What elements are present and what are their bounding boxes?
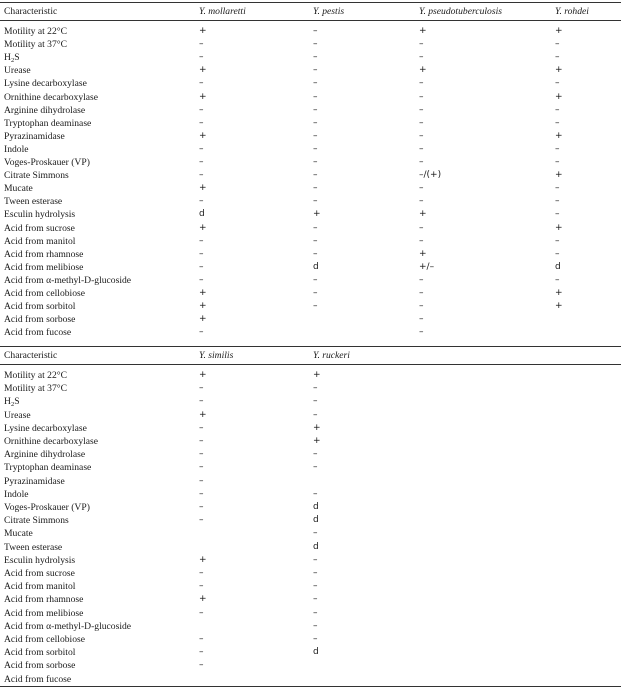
- result-cell: –: [419, 157, 424, 167]
- result-cell: d: [313, 647, 319, 658]
- table-row: [0, 208, 621, 221]
- result-cell: +: [199, 314, 207, 325]
- characteristic-label: Motility at 37°C: [4, 39, 68, 51]
- table-row: [0, 25, 621, 38]
- result-cell: –: [199, 647, 204, 658]
- result-cell: –: [313, 620, 318, 631]
- characteristic-label: Motility at 37°C: [4, 383, 68, 395]
- table-row: [0, 104, 621, 117]
- result-cell: –: [199, 196, 204, 207]
- table-row: [0, 195, 621, 208]
- result-cell: –: [419, 274, 424, 285]
- column-header-species: Y. pestis: [313, 6, 345, 17]
- characteristic-label: $H_2S$: [4, 396, 20, 409]
- table-row: [0, 313, 621, 326]
- table-row: [0, 422, 621, 435]
- characteristic-label: Acid from fucose: [4, 673, 72, 685]
- result-cell: –: [313, 607, 318, 618]
- result-cell: –: [313, 52, 318, 63]
- table-row: [0, 659, 621, 672]
- characteristic-label: Lysine decarboxylase: [4, 78, 87, 90]
- table2-header-rule: [0, 364, 621, 365]
- table-row: [0, 64, 621, 77]
- result-cell: –: [313, 26, 318, 36]
- characteristic-label: Mucate: [4, 183, 33, 195]
- result-cell: –: [199, 488, 204, 499]
- result-cell: d: [199, 209, 205, 220]
- characteristic-label: Acid from melibiose: [4, 261, 84, 273]
- result-cell: –: [199, 607, 204, 618]
- result-cell: +: [555, 91, 563, 102]
- result-cell: –: [199, 436, 204, 446]
- result-cell: +: [199, 65, 207, 76]
- result-cell: –: [419, 104, 424, 115]
- result-cell: –: [419, 78, 424, 89]
- characteristic-label: Tween esterase: [4, 541, 63, 553]
- result-cell: –: [419, 117, 424, 128]
- result-cell: +: [199, 301, 207, 312]
- result-cell: –: [313, 65, 318, 76]
- result-cell: +: [199, 26, 207, 36]
- result-cell: –: [199, 170, 204, 181]
- table-row: [0, 527, 621, 540]
- characteristic-label: Acid from rhamnose: [4, 248, 84, 260]
- characteristic-label: Tryptophan deaminase: [4, 117, 92, 129]
- result-cell: –: [199, 581, 204, 592]
- top-rule: [0, 2, 621, 3]
- characteristic-label: Acid from fucose: [4, 327, 72, 339]
- characteristic-label: Voges-Proskauer (VP): [4, 157, 90, 168]
- result-cell: +: [313, 436, 321, 446]
- result-cell: –: [313, 117, 318, 128]
- result-cell: –: [313, 301, 318, 312]
- result-cell: –/(+): [419, 170, 442, 181]
- result-cell: –: [199, 396, 204, 407]
- table-row: [0, 91, 621, 104]
- table1-header-row: [0, 4, 621, 19]
- result-cell: –: [313, 568, 318, 578]
- table1-header-rule: [0, 20, 621, 21]
- result-cell: –: [313, 594, 318, 605]
- table-row: [0, 541, 621, 554]
- table2-header-row: [0, 348, 621, 363]
- result-cell: –: [313, 581, 318, 592]
- table-row: [0, 395, 621, 408]
- characteristic-label: Pyrazinamidase: [4, 475, 65, 487]
- result-cell: –: [313, 130, 318, 141]
- characteristic-label: Ornithine decarboxylase: [4, 436, 99, 447]
- result-cell: –: [199, 422, 204, 433]
- result-cell: +: [199, 222, 207, 233]
- result-cell: –: [555, 78, 560, 89]
- result-cell: –: [313, 170, 318, 181]
- result-cell: +: [313, 209, 321, 220]
- characteristic-label: Acid from sorbitol: [4, 301, 76, 313]
- result-cell: –: [313, 462, 318, 473]
- result-cell: +: [419, 65, 427, 76]
- characteristic-label: Urease: [4, 65, 31, 77]
- table-row: [0, 248, 621, 261]
- table-row: [0, 156, 621, 169]
- result-cell: –: [199, 449, 204, 460]
- result-cell: +: [313, 370, 321, 380]
- result-cell: –: [555, 183, 560, 194]
- result-cell: –: [555, 157, 560, 167]
- column-header-species: Y. similis: [199, 350, 234, 361]
- result-cell: –: [313, 634, 318, 644]
- table-row: [0, 409, 621, 422]
- result-cell: –: [555, 39, 560, 50]
- result-cell: –: [199, 157, 204, 167]
- result-cell: –: [199, 52, 204, 63]
- bottom-rule: [0, 686, 621, 687]
- characteristic-label: Acid from α-methyl-D-glucoside: [4, 620, 132, 632]
- result-cell: –: [313, 183, 318, 194]
- result-cell: +: [555, 130, 563, 141]
- table-row: [0, 488, 621, 501]
- result-cell: +: [555, 65, 563, 76]
- table-row: [0, 222, 621, 235]
- characteristic-label: Tryptophan deaminase: [4, 462, 92, 474]
- characteristic-label: Acid from sucrose: [4, 222, 75, 234]
- table-row: [0, 287, 621, 300]
- column-header-species: Y. ruckeri: [313, 350, 350, 361]
- column-header-species: Y. rohdei: [555, 6, 589, 17]
- table-row: [0, 261, 621, 274]
- column-header-species: Y. mollaretti: [199, 6, 246, 17]
- result-cell: –: [199, 235, 204, 246]
- result-cell: –: [419, 222, 424, 233]
- table-row: [0, 326, 621, 339]
- characteristic-label: Acid from cellobiose: [4, 634, 85, 645]
- result-cell: +: [199, 288, 207, 298]
- table-row: [0, 501, 621, 514]
- result-cell: –: [199, 462, 204, 473]
- result-cell: –: [419, 91, 424, 102]
- result-cell: +: [199, 594, 207, 605]
- result-cell: +: [199, 554, 207, 565]
- result-cell: +: [419, 26, 427, 36]
- result-cell: –: [313, 143, 318, 154]
- result-cell: –: [313, 91, 318, 102]
- result-cell: –: [419, 143, 424, 154]
- result-cell: –: [313, 222, 318, 233]
- result-cell: –: [555, 209, 560, 220]
- table-row: [0, 620, 621, 633]
- result-cell: –: [313, 248, 318, 259]
- table-row: [0, 77, 621, 90]
- table-row: [0, 435, 621, 448]
- table-row: [0, 38, 621, 51]
- characteristic-label: Acid from manitol: [4, 581, 76, 593]
- table-row: [0, 117, 621, 130]
- result-cell: –: [199, 39, 204, 50]
- result-cell: –: [199, 515, 204, 526]
- result-cell: –: [555, 117, 560, 128]
- result-cell: +: [199, 370, 207, 380]
- result-cell: –: [555, 274, 560, 285]
- result-cell: –: [199, 104, 204, 115]
- characteristic-label: Indole: [4, 143, 29, 155]
- result-cell: –: [419, 39, 424, 50]
- result-cell: –: [555, 52, 560, 63]
- result-cell: –: [313, 528, 318, 539]
- result-cell: d: [555, 261, 561, 272]
- result-cell: –: [313, 274, 318, 285]
- characteristic-label: Acid from cellobiose: [4, 288, 85, 299]
- result-cell: +: [199, 409, 207, 420]
- characteristic-label: Tween esterase: [4, 196, 63, 208]
- result-cell: –: [199, 660, 204, 671]
- table-row: [0, 130, 621, 143]
- result-cell: +: [313, 422, 321, 433]
- column-header-characteristic: Characteristic: [4, 6, 58, 17]
- characteristic-label: Urease: [4, 409, 31, 421]
- result-cell: –: [419, 327, 424, 338]
- result-cell: –: [419, 301, 424, 312]
- table-row: [0, 235, 621, 248]
- result-cell: –: [199, 475, 204, 486]
- result-cell: +: [555, 288, 563, 298]
- result-cell: –: [555, 104, 560, 115]
- characteristic-label: Acid from sucrose: [4, 568, 75, 579]
- result-cell: +: [555, 26, 563, 36]
- result-cell: –: [199, 327, 204, 338]
- characteristic-label: Voges-Proskauer (VP): [4, 502, 90, 513]
- table-row: [0, 580, 621, 593]
- characteristic-label: Acid from manitol: [4, 235, 76, 247]
- characteristic-label: Arginine dihydrolase: [4, 104, 86, 116]
- result-cell: +: [555, 170, 563, 181]
- result-cell: +: [419, 248, 427, 259]
- table-row: [0, 300, 621, 313]
- result-cell: +: [199, 130, 207, 141]
- result-cell: –: [313, 235, 318, 246]
- characteristic-label: Esculin hydrolysis: [4, 554, 76, 566]
- result-cell: –: [419, 196, 424, 207]
- column-header-species: Y. pseudotuberculosis: [419, 6, 502, 17]
- characteristic-label: Mucate: [4, 528, 33, 540]
- characteristic-label: Acid from melibiose: [4, 607, 84, 619]
- characteristic-label: Acid from sorbose: [4, 660, 76, 672]
- characteristic-label: Indole: [4, 488, 29, 500]
- result-cell: –: [199, 502, 204, 512]
- result-cell: –: [555, 248, 560, 259]
- result-cell: –: [313, 196, 318, 207]
- characteristic-label: $H_2S$: [4, 52, 20, 65]
- result-cell: –: [313, 409, 318, 420]
- result-cell: –: [199, 568, 204, 578]
- table-row: [0, 182, 621, 195]
- result-cell: –: [555, 196, 560, 207]
- result-cell: –: [313, 383, 318, 394]
- characteristic-label: Motility at 22°C: [4, 26, 68, 37]
- result-cell: –: [419, 235, 424, 246]
- result-cell: –: [313, 104, 318, 115]
- result-cell: –: [419, 52, 424, 63]
- result-cell: –: [313, 288, 318, 298]
- result-cell: –: [199, 261, 204, 272]
- result-cell: –: [313, 396, 318, 407]
- result-cell: –: [313, 449, 318, 460]
- result-cell: –: [419, 314, 424, 325]
- result-cell: –: [313, 39, 318, 50]
- table-row: [0, 369, 621, 382]
- table-row: [0, 448, 621, 461]
- characteristic-label: Motility at 22°C: [4, 370, 68, 381]
- result-cell: –: [199, 248, 204, 259]
- table-row: [0, 514, 621, 527]
- result-cell: –: [555, 235, 560, 246]
- result-cell: –: [313, 488, 318, 499]
- result-cell: –: [199, 143, 204, 154]
- result-cell: d: [313, 502, 319, 512]
- result-cell: d: [313, 515, 319, 526]
- column-header-characteristic: Characteristic: [4, 350, 58, 361]
- table-row: [0, 274, 621, 287]
- characteristic-label: Ornithine decarboxylase: [4, 91, 99, 103]
- characteristic-label: Pyrazinamidase: [4, 130, 65, 142]
- result-cell: –: [555, 143, 560, 154]
- table-row: [0, 382, 621, 395]
- table-row: [0, 475, 621, 488]
- table-divider-rule: [0, 346, 621, 347]
- result-cell: +: [555, 301, 563, 312]
- result-cell: +/–: [419, 261, 435, 272]
- characteristic-label: Arginine dihydrolase: [4, 449, 86, 461]
- table-row: [0, 607, 621, 620]
- result-cell: +: [199, 183, 207, 194]
- table-row: [0, 673, 621, 686]
- characteristic-label: Citrate Simmons: [4, 170, 69, 182]
- result-cell: –: [313, 157, 318, 167]
- result-cell: –: [313, 78, 318, 89]
- result-cell: –: [199, 117, 204, 128]
- characteristic-label: Esculin hydrolysis: [4, 209, 76, 221]
- characteristic-label: Citrate Simmons: [4, 515, 69, 527]
- characteristic-label: Acid from sorbose: [4, 314, 76, 326]
- result-cell: –: [199, 634, 204, 644]
- result-cell: –: [199, 78, 204, 89]
- table-row: [0, 567, 621, 580]
- result-cell: –: [419, 130, 424, 141]
- result-cell: +: [555, 222, 563, 233]
- result-cell: –: [313, 554, 318, 565]
- table-row: [0, 461, 621, 474]
- characteristic-label: Acid from sorbitol: [4, 647, 76, 659]
- table-row: [0, 169, 621, 182]
- result-cell: –: [419, 288, 424, 298]
- result-cell: –: [199, 274, 204, 285]
- result-cell: d: [313, 541, 319, 552]
- characteristic-label: Lysine decarboxylase: [4, 422, 87, 434]
- result-cell: –: [199, 383, 204, 394]
- table-row: [0, 51, 621, 64]
- table-row: [0, 633, 621, 646]
- table-row: [0, 646, 621, 659]
- result-cell: d: [313, 261, 319, 272]
- characteristic-label: Acid from α-methyl-D-glucoside: [4, 274, 132, 286]
- result-cell: –: [419, 183, 424, 194]
- result-cell: +: [199, 91, 207, 102]
- table-row: [0, 554, 621, 567]
- table-row: [0, 593, 621, 606]
- result-cell: +: [419, 209, 427, 220]
- table-row: [0, 143, 621, 156]
- characteristic-label: Acid from rhamnose: [4, 594, 84, 606]
